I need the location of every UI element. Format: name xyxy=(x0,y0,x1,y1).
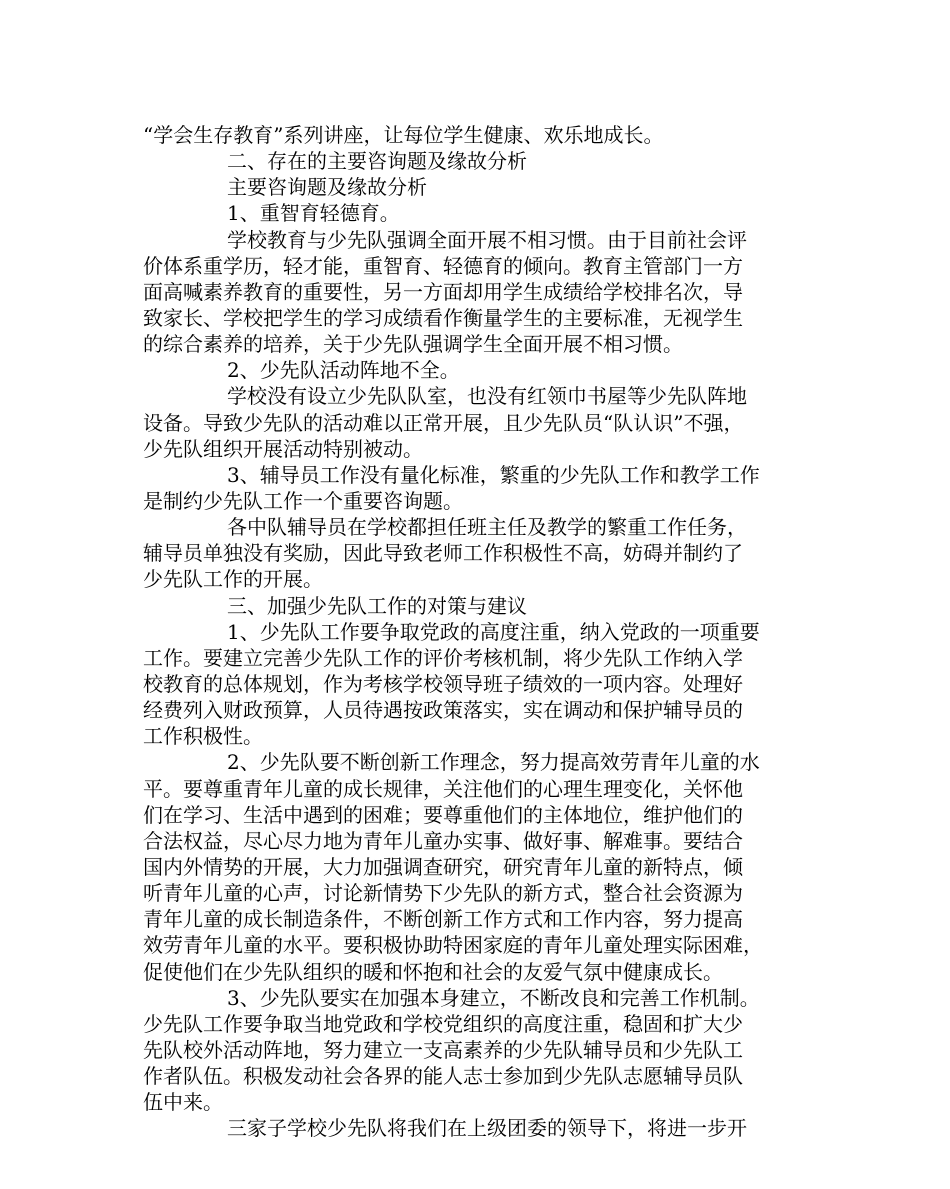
text-line: “学会生存教育”系列讲座，让每位学生健康、欢乐地成长。 xyxy=(143,123,664,147)
paragraph-line: 学校没有设立少先队队室，也没有红领巾书屋等少先队阵地 xyxy=(227,384,747,409)
paragraph-line: 的综合素养的培养，关于少先队强调学生全面开展不相习惯。 xyxy=(143,332,683,357)
paragraph-line: 促使他们在少先队组织的暖和怀抱和社会的友爱气氛中健康成长。 xyxy=(143,959,723,984)
paragraph-line: 面高喊素养教育的重要性，另一方面却用学生成绩给学校排名次，导 xyxy=(143,279,743,304)
paragraph-line: 青年儿童的成长制造条件，不断创新工作方式和工作内容，努力提高 xyxy=(143,907,743,932)
numbered-paragraph-line: 3、少先队要实在加强本身建立，不断改良和完善工作机制。 xyxy=(227,985,760,1010)
paragraph-line: 效劳青年儿童的水平。要积极协助特困家庭的青年儿童处理实际困难， xyxy=(143,933,763,958)
paragraph-line: 工作。要建立完善少先队工作的评价考核机制，将少先队工作纳入学 xyxy=(143,645,743,670)
section-heading: 二、存在的主要咨询题及缘故分析 xyxy=(227,149,527,174)
paragraph-line: 伍中来。 xyxy=(143,1090,223,1115)
numbered-heading: 2、少先队活动阵地不全。 xyxy=(227,358,460,383)
paragraph-line: 少先队组织开展活动特别被动。 xyxy=(143,436,423,461)
numbered-paragraph-line: 2、少先队要不断创新工作理念，努力提高效劳青年儿童的水 xyxy=(227,750,760,775)
numbered-heading: 1、重智育轻德育。 xyxy=(227,201,400,226)
paragraph-line: 们在学习、生活中遇到的困难；要尊重他们的主体地位，维护他们的 xyxy=(143,802,743,827)
paragraph-line: 学校教育与少先队强调全面开展不相习惯。由于目前社会评 xyxy=(227,227,747,252)
document-body xyxy=(143,122,827,1141)
paragraph-line: 先队校外活动阵地，努力建立一支高素养的少先队辅导员和少先队工 xyxy=(143,1037,743,1062)
subheading: 主要咨询题及缘故分析 xyxy=(227,175,427,200)
paragraph-line: 国内外情势的开展，大力加强调查研究，研究青年儿童的新特点，倾 xyxy=(143,854,743,879)
paragraph-line: 辅导员单独没有奖励，因此导致老师工作积极性不高，妨碍并制约了 xyxy=(143,541,743,566)
paragraph-line: 是制约少先队工作一个重要咨询题。 xyxy=(143,488,463,513)
paragraph-line: 合法权益，尽心尽力地为青年儿童办实事、做好事、解难事。要结合 xyxy=(143,828,743,853)
numbered-paragraph-line: 1、少先队工作要争取党政的高度注重，纳入党政的一项重要 xyxy=(227,619,760,644)
paragraph-line: 校教育的总体规划，作为考核学校领导班子绩效的一项内容。处理好 xyxy=(143,671,743,696)
paragraph-line: 各中队辅导员在学校都担任班主任及教学的繁重工作任务， xyxy=(227,515,747,540)
paragraph-line: 平。要尊重青年儿童的成长规律，关注他们的心理生理变化，关怀他 xyxy=(143,776,743,801)
paragraph-line: 少先队工作要争取当地党政和学校党组织的高度注重，稳固和扩大少 xyxy=(143,1011,743,1036)
paragraph-line: 少先队工作的开展。 xyxy=(143,567,323,592)
paragraph-line: 听青年儿童的心声，讨论新情势下少先队的新方式，整合社会资源为 xyxy=(143,881,743,906)
section-heading: 三、加强少先队工作的对策与建议 xyxy=(227,593,527,618)
paragraph-line: 价体系重学历，轻才能，重智育、轻德育的倾向。教育主管部门一方 xyxy=(143,253,743,278)
paragraph-line: 经费列入财政预算，人员待遇按政策落实，实在调动和保护辅导员的 xyxy=(143,698,743,723)
paragraph-line: 工作积极性。 xyxy=(143,724,263,749)
paragraph-line: 作者队伍。积极发动社会各界的能人志士参加到少先队志愿辅导员队 xyxy=(143,1064,743,1089)
paragraph-line: 致家长、学校把学生的学习成绩看作衡量学生的主要标准，无视学生 xyxy=(143,305,743,330)
numbered-heading: 3、辅导员工作没有量化标准，繁重的少先队工作和教学工作 xyxy=(227,462,760,487)
paragraph-line: 三家子学校少先队将我们在上级团委的领导下，将进一步开 xyxy=(227,1116,747,1141)
paragraph-line: 设备。导致少先队的活动难以正常开展，且少先队员“队认识”不强， xyxy=(143,410,744,435)
